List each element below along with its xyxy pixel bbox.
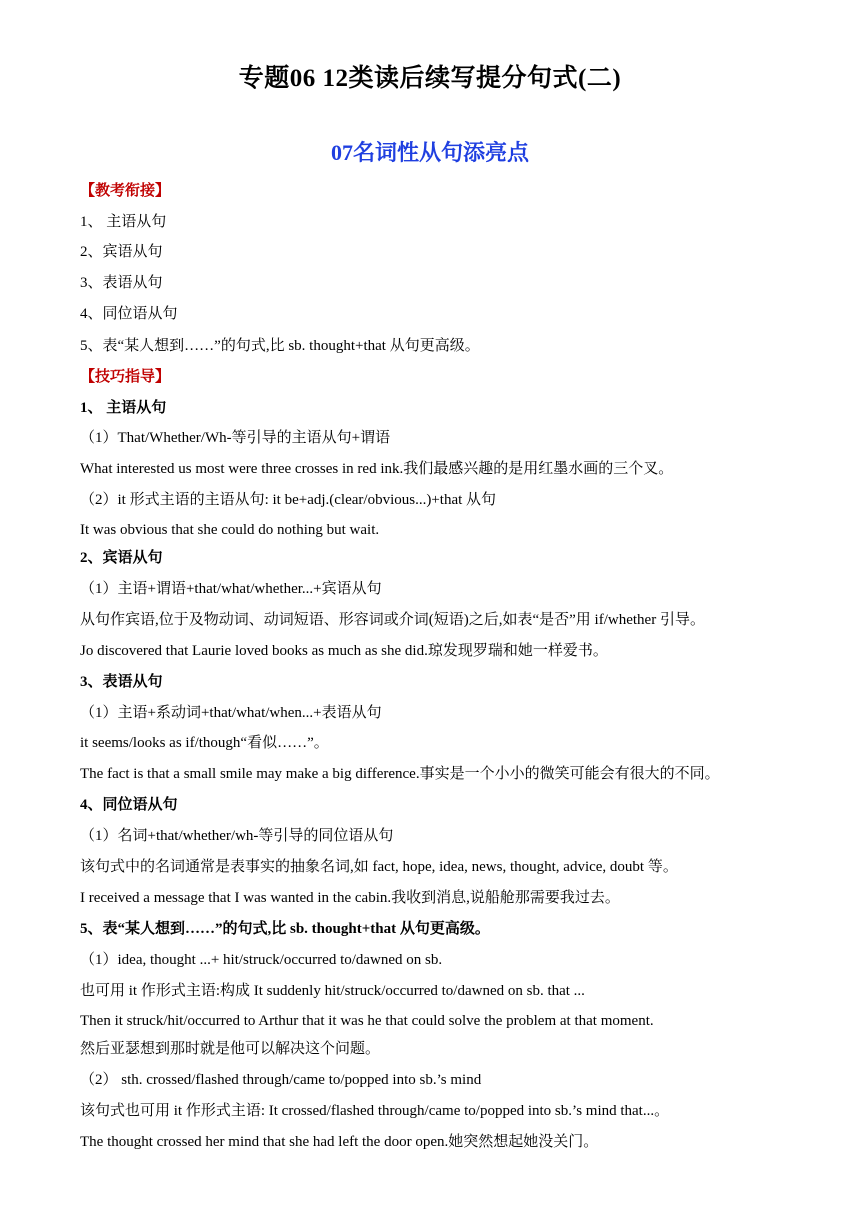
text-line: 从句作宾语,位于及物动词、动词短语、形容词或介词(短语)之后,如表“是否”用 if/whether 引导。 xyxy=(80,612,705,628)
text-line: Jo discovered that Laurie loved books as much as she did.琼发现罗瑞和她一样爱书。 xyxy=(80,643,608,659)
text-line: 也可用 it 作形式主语:构成 It suddenly hit/struck/occurred to/dawned on sb. that ... xyxy=(80,983,585,999)
text-line: （1）名词+that/whether/wh-等引导的同位语从句 xyxy=(80,828,394,844)
page-subtitle: 07名词性从句添亮点 xyxy=(330,140,529,165)
text-line: （2）it 形式主语的主语从句: it be+adj.(clear/obvious...)+that 从句 xyxy=(80,492,497,508)
list-item: 3、表语从句 xyxy=(80,275,163,291)
text-line: 然后亚瑟想到那时就是他可以解决这个问题。 xyxy=(80,1041,381,1057)
text-line: Then it struck/hit/occurred to Arthur that it was he that could solve the problem at that moment. xyxy=(80,1013,654,1029)
text-line: The fact is that a small smile may make a big difference.事实是一个小小的微笑可能会有很大的不同。 xyxy=(80,766,720,782)
text-line: What interested us most were three crosses in red ink.我们最感兴趣的是用红墨水画的三个叉。 xyxy=(80,461,674,477)
subsection-heading: 5、表“某人想到……”的句式,比 sb. thought+that 从句更高级。 xyxy=(80,921,490,937)
text-line: It was obvious that she could do nothing but wait. xyxy=(80,522,380,538)
subsection-heading: 3、表语从句 xyxy=(80,674,163,690)
section-heading-skills: 【技巧指导】 xyxy=(80,369,171,385)
text-line: 该句式也可用 it 作形式主语: It crossed/flashed through/came to/popped into sb.’s mind that...。 xyxy=(80,1103,670,1119)
text-line: （1）主语+系动词+that/what/when...+表语从句 xyxy=(80,705,382,721)
list-item: 1、 主语从句 xyxy=(80,214,167,230)
text-line: I received a message that I was wanted in the cabin.我收到消息,说船舱那需要我过去。 xyxy=(80,890,620,906)
text-line: （1）主语+谓语+that/what/whether...+宾语从句 xyxy=(80,581,382,597)
text-line: 该句式中的名词通常是表事实的抽象名词,如 fact, hope, idea, news, thought, advice, doubt 等。 xyxy=(80,859,678,875)
text-line: （2） sth. crossed/flashed through/came to/popped into sb.’s mind xyxy=(80,1072,482,1088)
subsection-heading: 4、同位语从句 xyxy=(80,797,178,813)
subsection-heading: 1、 主语从句 xyxy=(80,400,167,416)
list-item: 4、同位语从句 xyxy=(80,306,178,322)
list-item: 2、宾语从句 xyxy=(80,244,163,260)
subsection-heading: 2、宾语从句 xyxy=(80,550,163,566)
text-line: （1）That/Whether/Wh-等引导的主语从句+谓语 xyxy=(80,430,391,446)
page-title: 专题06 12类读后续写提分句式(二) xyxy=(238,65,622,92)
text-line: The thought crossed her mind that she had left the door open.她突然想起她没关门。 xyxy=(80,1134,599,1150)
text-line: （1）idea, thought ...+ hit/struck/occurred to/dawned on sb. xyxy=(80,952,443,968)
section-heading-teaching: 【教考衔接】 xyxy=(80,183,171,199)
list-item: 5、表“某人想到……”的句式,比 sb. thought+that 从句更高级。 xyxy=(80,338,480,354)
text-line: it seems/looks as if/though“看似……”。 xyxy=(80,735,329,751)
